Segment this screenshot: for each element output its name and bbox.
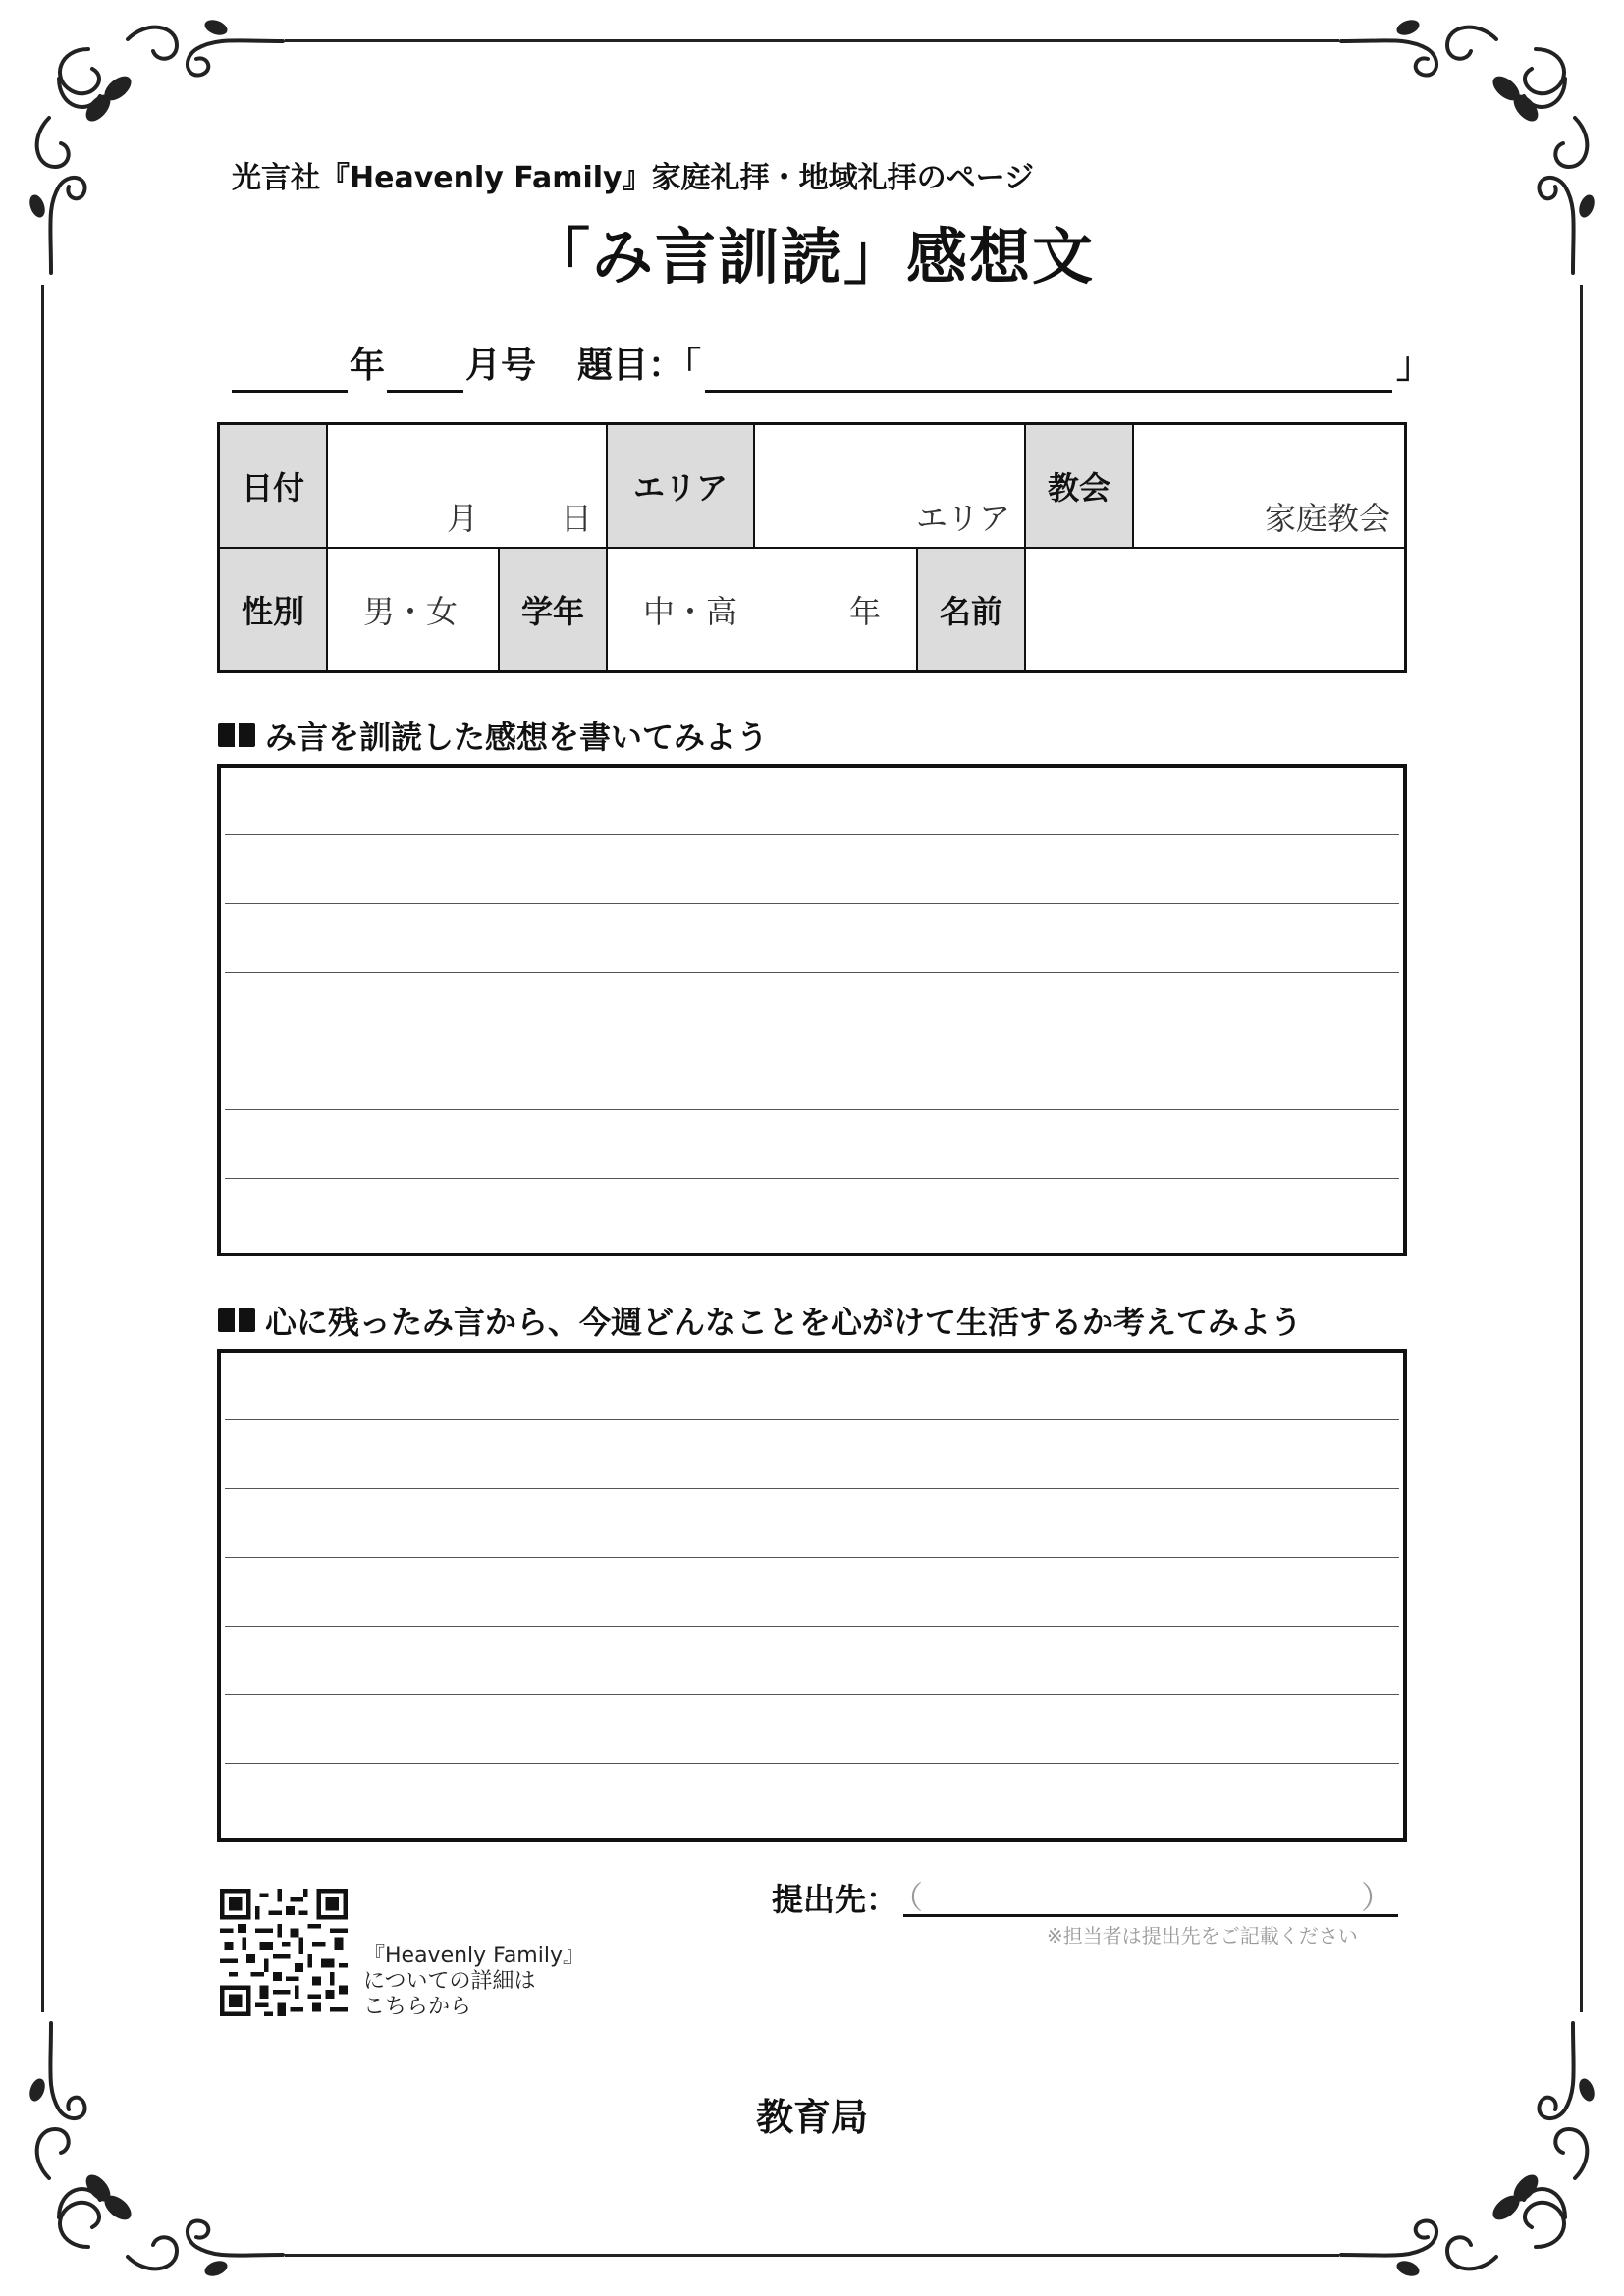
gender-options: 男・女 bbox=[363, 593, 459, 630]
topic-field[interactable] bbox=[705, 343, 1392, 393]
writing-line bbox=[225, 903, 1399, 904]
section2-title bbox=[218, 1298, 1302, 1343]
impressions-writing-box[interactable] bbox=[217, 764, 1407, 1256]
corner-ornament-bottom-left-icon bbox=[20, 2021, 285, 2286]
grade-field[interactable] bbox=[608, 549, 918, 670]
open-book-icon bbox=[218, 721, 255, 749]
day-unit: 日 bbox=[560, 500, 592, 537]
writing-line bbox=[225, 1488, 1399, 1489]
date-label: 日付 bbox=[220, 425, 328, 549]
area-unit: エリア bbox=[915, 500, 1010, 537]
qr-caption-line-3: こちらから bbox=[363, 1995, 472, 2019]
writing-line bbox=[225, 1694, 1399, 1695]
month-issue-label: 月号 bbox=[465, 346, 537, 386]
gender-label: 性別 bbox=[220, 549, 328, 670]
section1-title-text: み言を訓読した感想を書いてみよう bbox=[265, 719, 769, 756]
qr-caption-line-2: についての詳細は bbox=[363, 1969, 536, 1994]
topic-close-bracket: 」 bbox=[1396, 346, 1433, 386]
area-field[interactable] bbox=[755, 425, 1026, 549]
info-table bbox=[217, 422, 1407, 673]
topic-label: 題目：「 bbox=[577, 346, 702, 386]
church-field[interactable] bbox=[1134, 425, 1404, 549]
writing-line bbox=[225, 1626, 1399, 1627]
issue-topic-row bbox=[232, 338, 1433, 393]
section1-title bbox=[218, 713, 768, 758]
submit-paren-open: （ bbox=[892, 1879, 924, 1916]
year-label: 年 bbox=[350, 346, 386, 386]
grade-label: 学年 bbox=[500, 549, 608, 670]
writing-line bbox=[225, 834, 1399, 835]
writing-line bbox=[225, 1557, 1399, 1558]
month-unit: 月 bbox=[446, 500, 478, 537]
frame-left-line bbox=[41, 285, 44, 2012]
writing-line bbox=[225, 1178, 1399, 1179]
section2-title-text: 心に残ったみ言から、今週どんなことを心がけて生活するか考えてみよう bbox=[265, 1304, 1303, 1341]
name-label: 名前 bbox=[918, 549, 1026, 670]
writing-line bbox=[225, 972, 1399, 973]
church-label: 教会 bbox=[1026, 425, 1134, 549]
area-label: エリア bbox=[608, 425, 755, 549]
writing-line bbox=[225, 1419, 1399, 1420]
writing-line bbox=[225, 1109, 1399, 1110]
writing-line bbox=[225, 1763, 1399, 1764]
frame-bottom-line bbox=[285, 2254, 1339, 2257]
page-subtitle: 光言社『Heavenly Family』家庭礼拝・地域礼拝のページ bbox=[232, 161, 1035, 195]
weekly-resolution-writing-box[interactable] bbox=[217, 1349, 1407, 1842]
open-book-icon bbox=[218, 1307, 255, 1334]
church-unit: 家庭教会 bbox=[1264, 500, 1390, 537]
page-title: 「み言訓読」感想文 bbox=[528, 221, 1095, 293]
corner-ornament-bottom-right-icon bbox=[1339, 2021, 1604, 2286]
qr-caption bbox=[363, 1944, 584, 2020]
frame-top-line bbox=[285, 39, 1339, 42]
qr-caption-line-1: 『Heavenly Family』 bbox=[363, 1944, 584, 1968]
submit-note: ※担当者は提出先をご記載ください bbox=[1047, 1924, 1358, 1948]
submit-to-field[interactable] bbox=[903, 1914, 1398, 1917]
department-name: 教育局 bbox=[755, 2096, 868, 2139]
submit-paren-close: ） bbox=[1361, 1879, 1393, 1916]
frame-right-line bbox=[1580, 285, 1583, 2012]
month-field[interactable] bbox=[387, 343, 463, 393]
gender-field[interactable] bbox=[328, 549, 500, 670]
year-field[interactable] bbox=[232, 343, 348, 393]
name-field[interactable] bbox=[1026, 549, 1404, 670]
qr-code-icon[interactable] bbox=[220, 1889, 348, 2016]
date-field[interactable] bbox=[328, 425, 608, 549]
submit-to-label: 提出先： bbox=[772, 1881, 898, 1918]
grade-options: 中・高 bbox=[643, 593, 738, 630]
grade-unit: 年 bbox=[848, 593, 881, 630]
